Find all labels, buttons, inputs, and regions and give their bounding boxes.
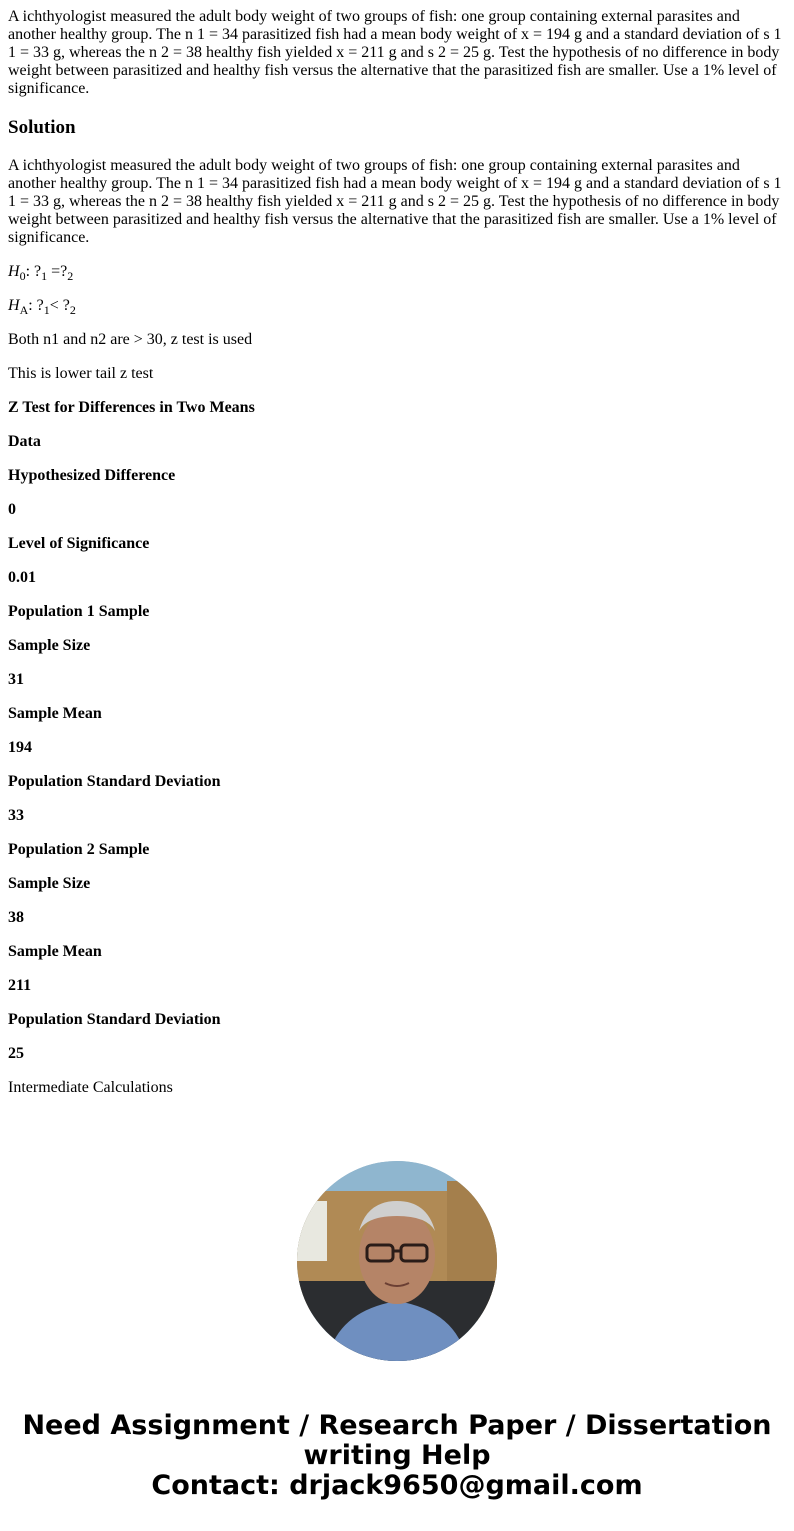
promo-line-1: Need Assignment / Research Paper / Dissertation: [22, 1410, 772, 1441]
significance-value: 0.01: [8, 569, 36, 586]
promo-contact: Contact: drjack9650@gmail.com: [151, 1470, 643, 1501]
ha-rel: < ?: [49, 297, 70, 314]
hypothesized-difference-label: Hypothesized Difference: [8, 467, 176, 484]
note-z-test: Both n1 and n2 are > 30, z test is used: [8, 331, 253, 348]
note-lower-tail: This is lower tail z test: [8, 365, 154, 382]
document-body: [0, 8, 794, 1097]
pop1-std-dev-value: 33: [8, 807, 24, 824]
significance-label: Level of Significance: [8, 535, 150, 552]
population-1-label: Population 1 Sample: [8, 603, 150, 620]
table-data-label: Data: [8, 433, 41, 450]
ha-sub: A: [19, 303, 29, 317]
population-2-label: Population 2 Sample: [8, 841, 150, 858]
pop2-sample-mean-value: 211: [8, 977, 32, 994]
hypothesized-difference-value: 0: [8, 501, 16, 518]
ha-mid: : ?: [28, 297, 44, 314]
h0-sub2: 2: [67, 269, 74, 283]
promo-line-2: writing Help: [303, 1440, 491, 1471]
promo-banner: [0, 1411, 794, 1501]
pop2-sample-size-value: 38: [8, 909, 24, 926]
pop2-std-dev-value: 25: [8, 1045, 24, 1062]
solution-heading: Solution: [8, 117, 76, 138]
solution-question-text: A ichthyologist measured the adult body weight of two groups of fish: one group containing external parasites and another healthy group. The n 1 = 34 parasitized fish had a mean body weight of x = 194 g and a standard deviation of s 1 1 = 33 g, whereas the n 2 = 38 healthy fish yielded x = 211 g and s 2 = 25 g. Test the hypothesis of no difference in body weight between parasitized and healthy fish versus the alternative that the parasitized fish are smaller. Use a 1% level of significance.: [8, 157, 782, 246]
pop1-std-dev-label: Population Standard Deviation: [8, 773, 221, 790]
h0-symbol: H: [8, 263, 20, 280]
pop1-sample-mean-label: Sample Mean: [8, 705, 102, 722]
h0-sub: 0: [19, 269, 26, 283]
pop1-sample-size-value: 31: [8, 671, 24, 688]
h0-sub1: 1: [41, 269, 48, 283]
table-title: Z Test for Differences in Two Means: [8, 399, 255, 416]
null-hypothesis: [8, 263, 786, 281]
alternative-hypothesis: [8, 297, 786, 315]
h0-rel: =?: [47, 263, 68, 280]
intermediate-calculations-label: Intermediate Calculations: [8, 1079, 173, 1096]
pop2-std-dev-label: Population Standard Deviation: [8, 1011, 221, 1028]
pop1-sample-size-label: Sample Size: [8, 637, 91, 654]
pop2-sample-size-label: Sample Size: [8, 875, 91, 892]
question-text: A ichthyologist measured the adult body weight of two groups of fish: one group containing external parasites and another healthy group. The n 1 = 34 parasitized fish had a mean body weight of x = 194 g and a standard deviation of s 1 1 = 33 g, whereas the n 2 = 38 healthy fish yielded x = 211 g and s 2 = 25 g. Test the hypothesis of no difference in body weight between parasitized and healthy fish versus the alternative that the parasitized fish are smaller. Use a 1% level of significance.: [8, 8, 782, 97]
pop2-sample-mean-label: Sample Mean: [8, 943, 102, 960]
pop1-sample-mean-value: 194: [8, 739, 32, 756]
ha-symbol: H: [8, 297, 20, 314]
h0-mid: : ?: [25, 263, 42, 280]
author-avatar: [297, 1161, 497, 1361]
author-photo-icon: [297, 1161, 497, 1361]
ha-sub2: 2: [69, 303, 76, 317]
ha-sub1: 1: [43, 303, 50, 317]
